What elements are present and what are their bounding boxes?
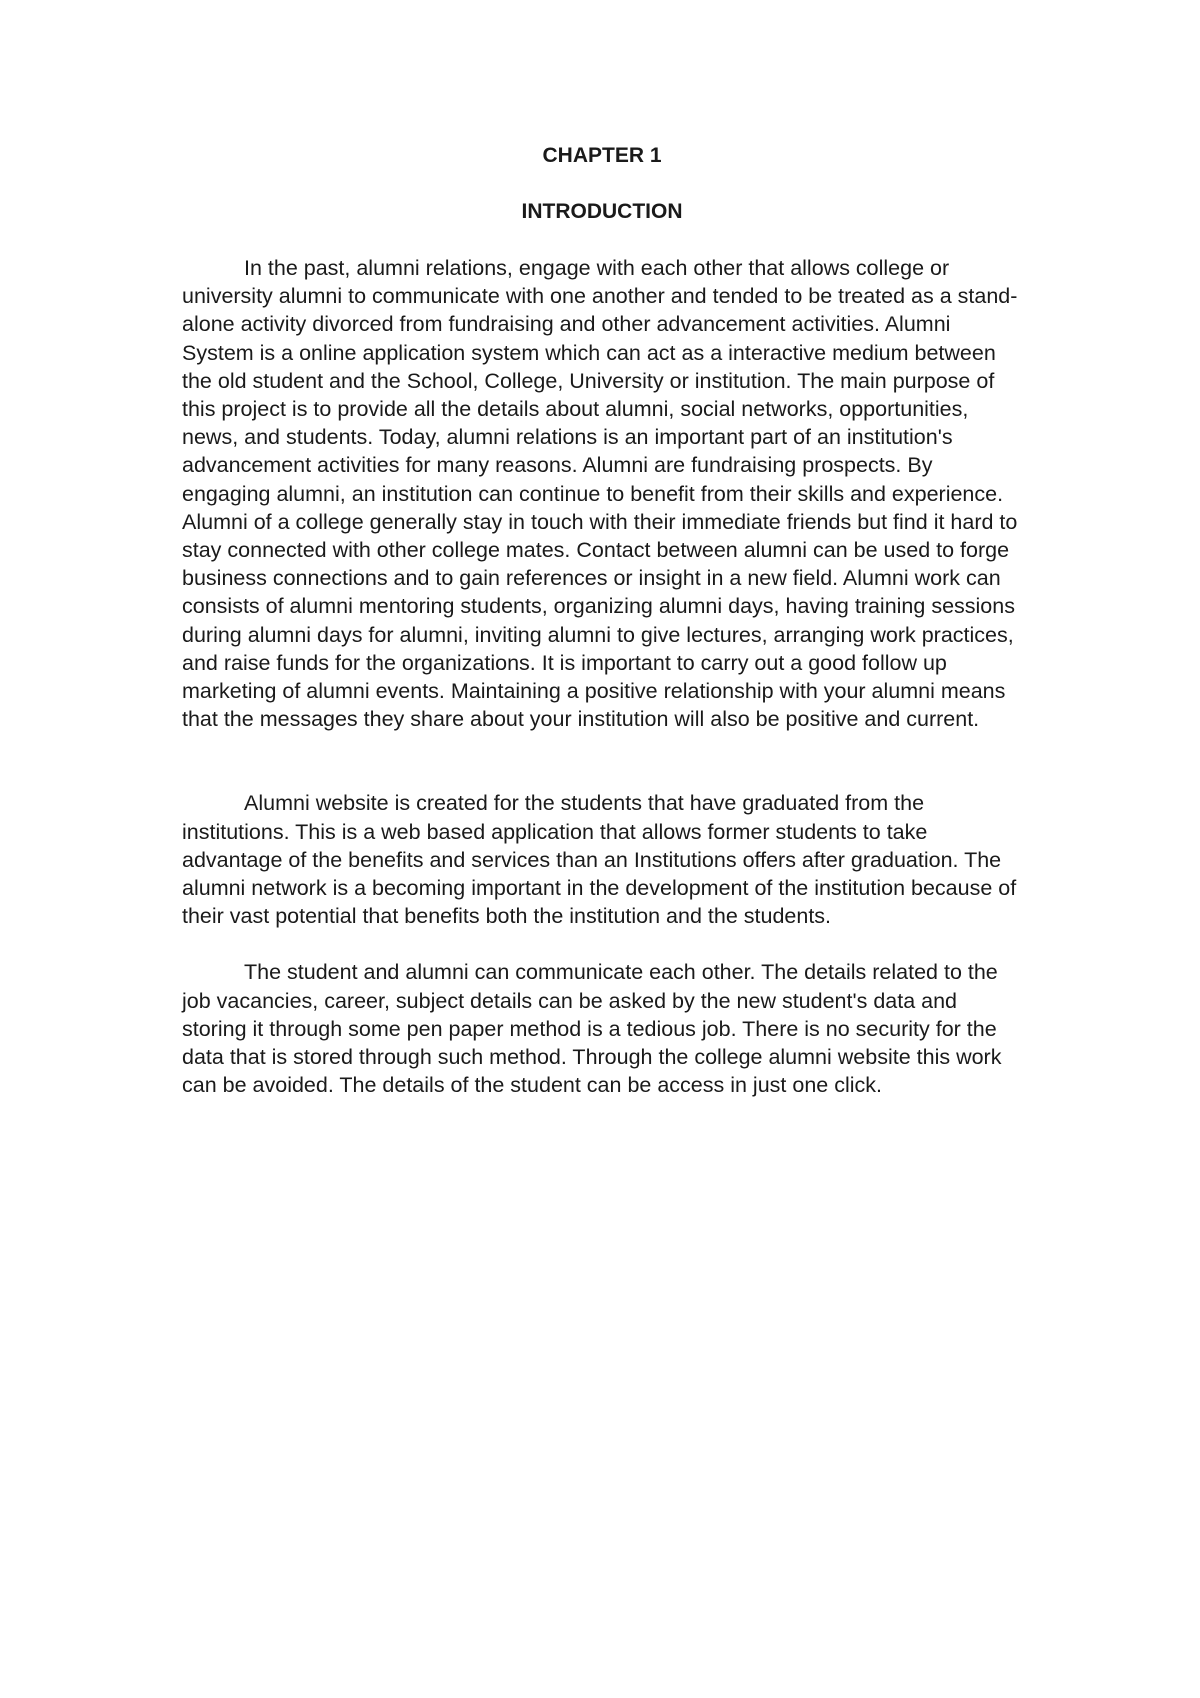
chapter-heading: CHAPTER 1 (542, 144, 662, 167)
paragraph-1: In the past, alumni relations, engage with each other that allows college or university alumni to communicate with one another and tended to be treated as a stand-alone activity divorced from fundraising and other advancement activities. Alumni System is a online application system which can act as a interactive medium between the old student and the School, College, University or institution. The main purpose of this project is to provide all the details about alumni, social networks, opportunities, news, and students. Today, alumni relations is an important part of an institution's advancement activities for many reasons. Alumni are fundraising prospects. By engaging alumni, an institution can continue to benefit from their skills and experience. Alumni of a college generally stay in touch with their immediate friends but find it hard to stay connected with other college mates. Contact between alumni can be used to forge business connections and to gain references or insight in a new field. Alumni work can consists of alumni mentoring students, organizing alumni days, having training sessions during alumni days for alumni, inviting alumni to give lectures, arranging work practices, and raise funds for the organizations. It is important to carry out a good follow up marketing of alumni events. Maintaining a positive relationship with your alumni means that the messages they share about your institution will also be positive and current. (182, 256, 1018, 732)
paragraph-3: The student and alumni can communicate each other. The details related to the job vacancies, career, subject details can be asked by the new student's data and storing it through some pen paper method is a tedious job. There is no security for the data that is stored through such method. Through the college alumni website this work can be avoided. The details of the student can be access in just one click. (182, 960, 1002, 1098)
document-body (182, 142, 1022, 1099)
section-heading: INTRODUCTION (521, 200, 683, 223)
paragraph-2: Alumni website is created for the students that have graduated from the institutions. This is a web based application that allows former students to take advantage of the benefits and services than an Institutions offers after graduation. The alumni network is a becoming important in the development of the institution because of their vast potential that benefits both the institution and the students. (182, 791, 1017, 929)
